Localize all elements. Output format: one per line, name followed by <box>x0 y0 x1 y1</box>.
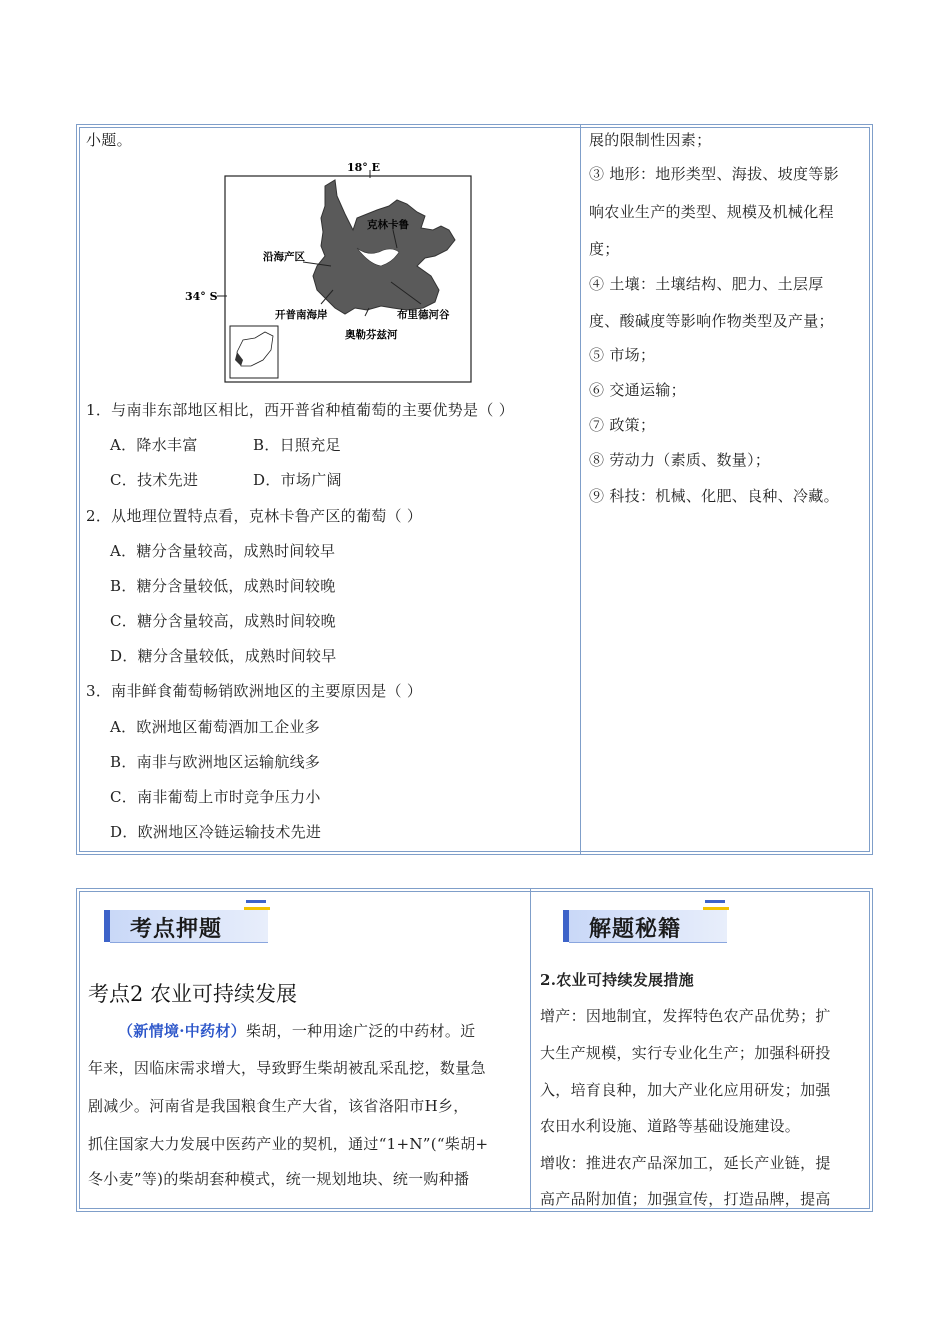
scenario-line: 抓住国家大力发展中医药产业的契机，通过“1+N”(“柴胡+ <box>88 1135 489 1153</box>
measures-line: 增收：推进农产品深加工，延长产业链，提 <box>540 1154 831 1172</box>
section-header-label: 考点押题 <box>130 917 223 942</box>
question-2-option-c[interactable]: C．糖分含量较高，成熟时间较晚 <box>110 612 336 630</box>
factor-line: ⑧ 劳动力（素质、数量）； <box>589 451 771 469</box>
measures-line: 入，培育良种，加大产业化应用研发；加强 <box>540 1081 831 1099</box>
factor-line: 展的限制性因素； <box>589 131 712 149</box>
question-3-option-a[interactable]: A．欧洲地区葡萄酒加工企业多 <box>110 718 321 736</box>
map-label-klein-karoo: 克林卡鲁 <box>367 219 409 231</box>
measures-line: 高产品附加值；加强宣传，打造品牌，提高 <box>540 1190 831 1208</box>
question-2-option-b[interactable]: B．糖分含量较低，成熟时间较晚 <box>110 577 336 595</box>
scenario-tag: （新情境·中药材） <box>118 1022 246 1040</box>
measures-line: 大生产规模，实行专业化生产；加强科研投 <box>540 1044 831 1062</box>
measures-line: 农田水利设施、道路等基础设施建设。 <box>540 1117 801 1135</box>
exam-point-title: 考点2 农业可持续发展 <box>88 982 298 1006</box>
intro-text: 小题。 <box>86 131 132 149</box>
map-label-breede-river: 布里德河谷 <box>397 309 450 321</box>
section-header-exam-points <box>104 894 274 946</box>
map-label-cape-south-coast: 开普南海岸 <box>275 309 328 321</box>
map-label-coastal: 沿海产区 <box>263 251 305 263</box>
question-3-option-b[interactable]: B．南非与欧洲地区运输航线多 <box>110 753 321 771</box>
question-1-option-a[interactable]: A．降水丰富 <box>110 436 198 454</box>
factor-line: ③ 地形：地形类型、海拔、坡度等影 <box>589 165 839 183</box>
header-decoration <box>246 900 266 903</box>
factor-line: 度、酸碱度等影响作物类型及产量； <box>589 312 834 330</box>
question-1-option-b[interactable]: B．日照充足 <box>253 436 341 454</box>
map-label-olifants-river: 奥勒芬兹河 <box>345 329 398 341</box>
factor-line: ⑥ 交通运输； <box>589 381 686 399</box>
factor-line: ⑦ 政策； <box>589 416 656 434</box>
column-divider <box>530 889 531 1211</box>
question-2-option-a[interactable]: A．糖分含量较高，成熟时间较早 <box>110 542 336 560</box>
question-2-option-d[interactable]: D．糖分含量较低，成熟时间较早 <box>110 647 337 665</box>
question-3-stem: 3．南非鲜食葡萄畅销欧洲地区的主要原因是（ ） <box>86 682 423 700</box>
vineyard-region-map <box>185 156 495 386</box>
question-2-stem: 2．从地理位置特点看，克林卡鲁产区的葡萄（ ） <box>86 507 423 525</box>
scenario-line: 剧减少。河南省是我国粮食生产大省，该省洛阳市H乡， <box>88 1097 469 1115</box>
question-1-option-d[interactable]: D．市场广阔 <box>253 471 342 489</box>
scenario-text: 柴胡，一种用途广泛的中药材。近 <box>245 1022 476 1040</box>
question-3-option-c[interactable]: C．南非葡萄上市时竞争压力小 <box>110 788 321 806</box>
scenario-line-1 <box>118 1021 475 1041</box>
section-header-label: 解题秘籍 <box>589 917 682 942</box>
factor-line: 度； <box>589 240 620 258</box>
factor-line: ⑨ 科技：机械、化肥、良种、冷藏。 <box>589 487 839 505</box>
factor-line: 响农业生产的类型、规模及机械化程 <box>589 203 834 221</box>
measures-line: 增产：因地制宜，发挥特色农产品优势；扩 <box>540 1007 831 1025</box>
question-1-stem: 1．与南非东部地区相比，西开普省种植葡萄的主要优势是（ ） <box>86 401 515 419</box>
scenario-line: 冬小麦”等)的柴胡套种模式，统一规划地块、统一购种播 <box>88 1170 470 1188</box>
factor-line: ④ 土壤：土壤结构、肥力、土层厚 <box>589 275 824 293</box>
header-decoration <box>705 900 725 903</box>
factor-line: ⑤ 市场； <box>589 346 656 364</box>
measures-subtitle: 2.农业可持续发展措施 <box>540 971 694 989</box>
question-1-option-c[interactable]: C．技术先进 <box>110 471 199 489</box>
scenario-line: 年来，因临床需求增大，导致野生柴胡被乱采乱挖，数量急 <box>88 1059 486 1077</box>
lon-label: 18° E <box>347 161 381 174</box>
section-header-solving-tips <box>563 894 733 946</box>
question-3-option-d[interactable]: D．欧洲地区冷链运输技术先进 <box>110 823 322 841</box>
column-divider <box>580 125 581 854</box>
lat-label: 34° S <box>185 290 218 303</box>
